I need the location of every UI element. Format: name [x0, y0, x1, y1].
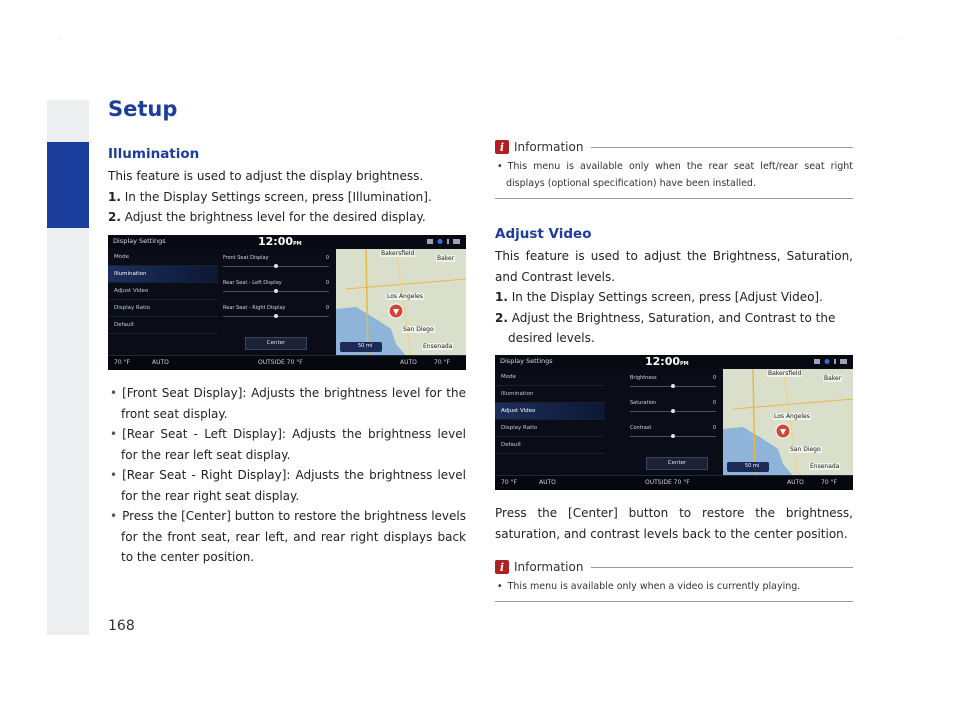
- outside-temp: OUTSIDE 70 °F: [645, 479, 690, 486]
- information-box: [495, 560, 853, 602]
- crop-mark: .: [60, 34, 62, 41]
- outro-text: Press the [Center] button to restore the brightness, saturation, and contrast levels back to the center position.: [495, 506, 853, 541]
- step-item: 1. In the Display Settings screen, press [Illumination].: [108, 189, 432, 204]
- status-icons: [814, 358, 848, 365]
- navigation-map: [336, 249, 466, 356]
- slider-row[interactable]: Front Seat Display 0: [223, 249, 333, 274]
- crop-mark: .: [898, 34, 900, 41]
- list-item: • [Front Seat Display]: Adjusts the brightness level for the front seat display.: [108, 383, 466, 424]
- slider-row[interactable]: Saturation 0: [630, 394, 720, 419]
- screen-header: [108, 235, 466, 249]
- map-label: Bakersfield: [768, 370, 802, 377]
- adjust-video-heading: Adjust Video: [495, 226, 592, 242]
- slider-knob[interactable]: [671, 434, 675, 438]
- map-scale: 50 mi: [340, 342, 382, 352]
- info-title: Information: [514, 560, 584, 574]
- left-temp[interactable]: 70 °F: [114, 359, 130, 366]
- page-title: Setup: [108, 97, 178, 121]
- menu-item-default[interactable]: Default: [108, 317, 218, 334]
- right-temp[interactable]: 70 °F: [821, 479, 837, 486]
- map-label: Los Angeles: [774, 413, 810, 420]
- center-button[interactable]: Center: [245, 337, 307, 350]
- slider-knob[interactable]: [274, 289, 278, 293]
- screen-clock: 12:00PM: [645, 355, 689, 368]
- divider: [495, 601, 853, 602]
- map-label: Los Angeles: [387, 293, 423, 300]
- display-settings-screen-adjust-video: [495, 355, 853, 490]
- brightness-slider[interactable]: [630, 386, 716, 387]
- info-text: • This menu is available only when the rear seat left/rear seat right displays (optional specification) have been installed.: [495, 158, 853, 192]
- slider-row[interactable]: Contrast 0: [630, 419, 720, 444]
- map-label: Baker: [824, 375, 842, 382]
- info-icon: i: [495, 560, 509, 574]
- left-mode[interactable]: AUTO: [539, 479, 556, 486]
- illumination-bullets: [108, 383, 466, 568]
- step-item: 1. In the Display Settings screen, press [Adjust Video].: [495, 290, 823, 304]
- slider-row[interactable]: Brightness 0: [630, 369, 720, 394]
- sidebar-chapter-tab: [47, 142, 89, 228]
- saturation-slider[interactable]: [630, 411, 716, 412]
- settings-panel: [223, 249, 333, 356]
- list-item: • Press the [Center] button to restore the brightness levels for the front seat, rear left, and rear right displays back to the center position.: [108, 506, 466, 568]
- list-item: • [Rear Seat - Left Display]: Adjusts the brightness level for the rear left seat display.: [108, 424, 466, 465]
- slider-row[interactable]: Rear Seat - Left Display 0: [223, 274, 333, 299]
- brightness-slider[interactable]: [223, 266, 329, 267]
- information-box: [495, 140, 853, 199]
- brightness-slider[interactable]: [223, 316, 329, 317]
- illumination-section: [108, 146, 466, 228]
- slider-row[interactable]: Rear Seat - Right Display 0: [223, 299, 333, 324]
- climate-bar: [495, 475, 853, 490]
- screen-menu: [108, 249, 218, 356]
- divider: [591, 147, 853, 148]
- adjust-video-intro: This feature is used to adjust the Brightness, Saturation, and Contrast levels.: [495, 249, 853, 284]
- adjust-video-section: [495, 226, 853, 349]
- climate-bar: [108, 355, 466, 370]
- info-icon: i: [495, 140, 509, 154]
- screen-menu: [495, 369, 605, 476]
- settings-panel: [630, 369, 720, 476]
- map-label: Bakersfield: [381, 250, 415, 257]
- left-temp[interactable]: 70 °F: [501, 479, 517, 486]
- display-settings-screen-illumination: [108, 235, 466, 370]
- brightness-slider[interactable]: [223, 291, 329, 292]
- menu-item-illumination[interactable]: Illumination: [495, 386, 605, 403]
- outside-temp: OUTSIDE 70 °F: [258, 359, 303, 366]
- adjust-video-outro: [495, 503, 853, 544]
- status-icons: [427, 238, 461, 245]
- right-mode[interactable]: AUTO: [787, 479, 804, 486]
- menu-item-default[interactable]: Default: [495, 437, 605, 454]
- illumination-heading: Illumination: [108, 146, 200, 162]
- menu-item-adjust-video[interactable]: Adjust Video: [495, 403, 605, 420]
- map-label: San Diego: [403, 326, 434, 333]
- slider-knob[interactable]: [274, 314, 278, 318]
- menu-item-mode[interactable]: Mode: [495, 369, 605, 386]
- info-text: • This menu is available only when a video is currently playing.: [495, 578, 853, 595]
- map-label: Ensenada: [423, 343, 453, 350]
- menu-item-display-ratio[interactable]: Display Ratio: [108, 300, 218, 317]
- illumination-intro: This feature is used to adjust the display brightness.: [108, 169, 424, 183]
- contrast-slider[interactable]: [630, 436, 716, 437]
- screen-header: [495, 355, 853, 369]
- screen-clock: 12:00PM: [258, 235, 302, 248]
- slider-knob[interactable]: [671, 384, 675, 388]
- menu-item-mode[interactable]: Mode: [108, 249, 218, 266]
- map-label: San Diego: [790, 446, 821, 453]
- menu-item-illumination[interactable]: Illumination: [108, 266, 218, 283]
- slider-knob[interactable]: [671, 409, 675, 413]
- center-button[interactable]: Center: [646, 457, 708, 470]
- screen-title: Display Settings: [113, 237, 166, 245]
- list-item: • [Rear Seat - Right Display]: Adjusts the brightness level for the rear right seat display.: [108, 465, 466, 506]
- map-graphic: [336, 249, 466, 356]
- map-label: Baker: [437, 255, 455, 262]
- map-graphic: [723, 369, 853, 476]
- menu-item-display-ratio[interactable]: Display Ratio: [495, 420, 605, 437]
- divider: [495, 198, 853, 199]
- divider: [591, 567, 853, 568]
- left-mode[interactable]: AUTO: [152, 359, 169, 366]
- slider-knob[interactable]: [274, 264, 278, 268]
- page-number: 168: [108, 618, 135, 634]
- menu-item-adjust-video[interactable]: Adjust Video: [108, 283, 218, 300]
- map-label: Ensenada: [810, 463, 840, 470]
- right-mode[interactable]: AUTO: [400, 359, 417, 366]
- info-title: Information: [514, 140, 584, 154]
- navigation-map: [723, 369, 853, 476]
- screen-title: Display Settings: [500, 357, 553, 365]
- step-item: 2. Adjust the brightness level for the desired display.: [108, 210, 426, 224]
- map-scale: 50 mi: [727, 462, 769, 472]
- right-temp[interactable]: 70 °F: [434, 359, 450, 366]
- step-item: 2. Adjust the Brightness, Saturation, and Contrast to the desired levels.: [495, 310, 836, 345]
